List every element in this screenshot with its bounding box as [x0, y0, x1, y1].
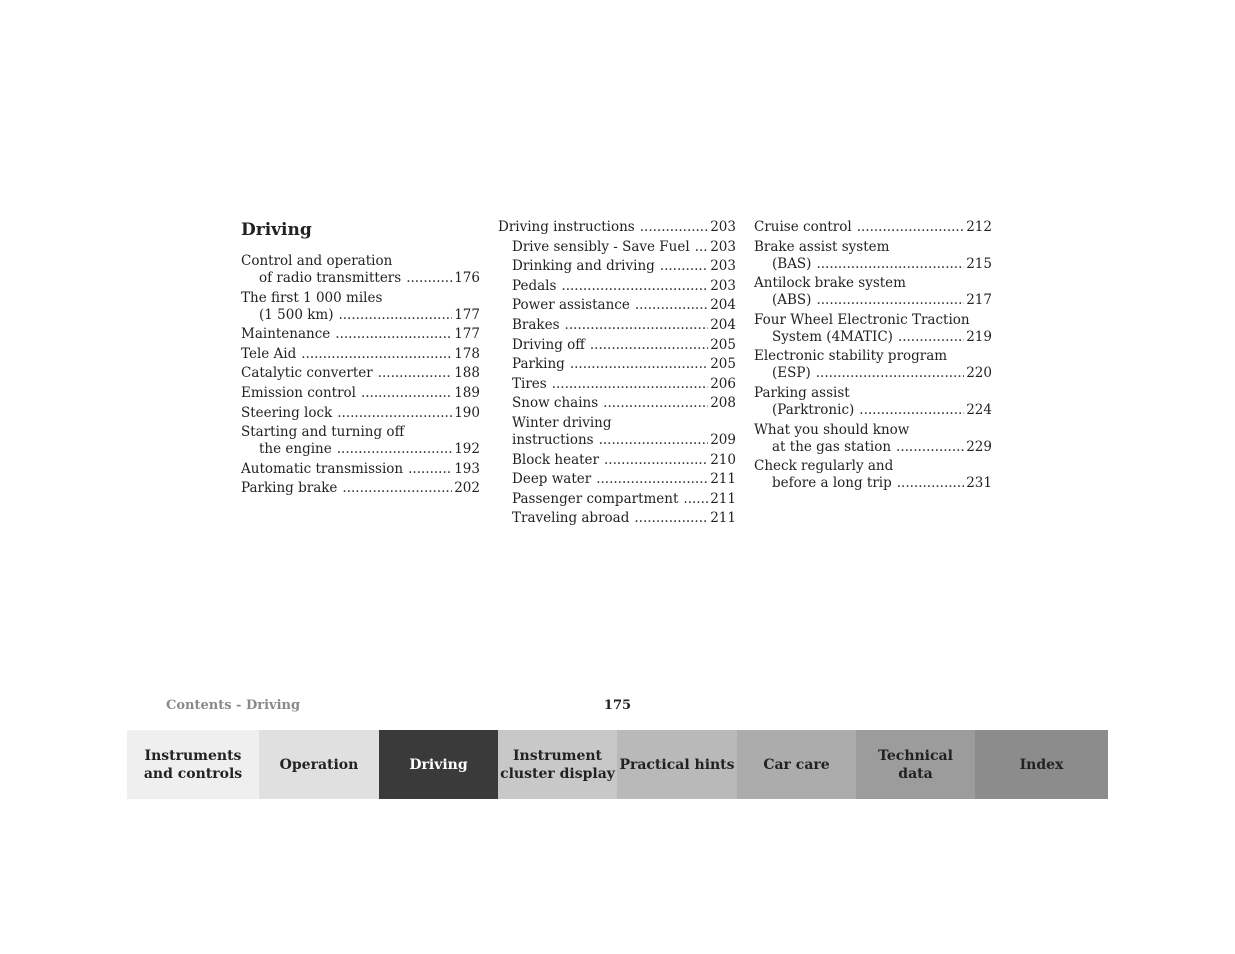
toc-entry-line — [754, 365, 992, 382]
toc-entry-title: Snow chains — [512, 395, 599, 412]
toc-entry[interactable] — [498, 452, 736, 469]
toc-entry-line — [512, 317, 736, 334]
toc-entry-line — [754, 256, 992, 273]
tab-technical-data[interactable] — [856, 730, 975, 799]
dot-leader — [816, 256, 964, 273]
toc-page-number: 203 — [710, 258, 736, 275]
toc-entry-line — [512, 471, 736, 488]
tab-index[interactable] — [975, 730, 1108, 799]
dot-leader — [816, 365, 964, 382]
dot-leader — [897, 475, 964, 492]
dot-leader — [408, 461, 452, 478]
toc-entry-title: Check regularly and — [754, 458, 894, 475]
toc-entry-title: (BAS) — [772, 255, 812, 272]
tab-instrument-cluster-display[interactable] — [498, 730, 617, 799]
toc-entry[interactable] — [498, 356, 736, 373]
toc-entry[interactable] — [241, 461, 480, 478]
toc-entry-title: (ABS) — [772, 292, 812, 309]
toc-entry-title: Power assistance — [512, 297, 630, 314]
dot-leader — [898, 329, 964, 346]
toc-entry-title: before a long trip — [772, 475, 892, 492]
toc-entry-line — [754, 329, 992, 346]
toc-entry-title: Electronic stability program — [754, 348, 948, 365]
toc-entry-line — [754, 439, 992, 456]
toc-entry-title: Tires — [512, 375, 547, 392]
dot-leader — [378, 365, 453, 382]
dot-leader — [695, 239, 709, 256]
toc-entry[interactable] — [754, 275, 992, 309]
toc-entry[interactable] — [241, 480, 480, 497]
toc-page-number: 204 — [710, 316, 736, 333]
toc-page-number: 206 — [710, 375, 736, 392]
toc-entry[interactable] — [498, 317, 736, 334]
toc-entry-line — [754, 422, 992, 439]
toc-entry-title: Pedals — [512, 277, 557, 294]
tab-operation[interactable] — [259, 730, 379, 799]
toc-page-number: 211 — [710, 471, 736, 488]
toc-entry-line — [512, 297, 736, 314]
tab-label: Practical hints — [619, 756, 735, 773]
toc-list-2 — [498, 219, 736, 527]
toc-entry-line — [754, 348, 992, 365]
dot-leader — [599, 432, 709, 449]
toc-entry-line — [512, 432, 736, 449]
toc-entry-line — [241, 385, 480, 402]
dot-leader — [338, 307, 452, 324]
toc-page-number: 224 — [966, 401, 992, 418]
tab-label: Driving — [409, 756, 468, 773]
toc-page-number: 202 — [454, 480, 480, 497]
toc-page-number: 204 — [710, 297, 736, 314]
toc-list-3 — [754, 219, 992, 492]
toc-entry[interactable] — [241, 253, 480, 287]
toc-entry-title: Deep water — [512, 471, 592, 488]
toc-page-number: 231 — [966, 475, 992, 492]
toc-entry-title: Traveling abroad — [512, 510, 630, 527]
toc-list-1 — [241, 253, 480, 497]
toc-entry-line — [512, 239, 736, 256]
toc-entry-title: Parking assist — [754, 384, 850, 401]
dot-leader — [552, 376, 709, 393]
toc-page-number: 220 — [966, 365, 992, 382]
toc-entry-line — [754, 239, 992, 256]
dot-leader — [896, 439, 964, 456]
toc-entry[interactable] — [241, 290, 480, 324]
dot-leader — [640, 219, 708, 236]
toc-page-number: 211 — [710, 490, 736, 507]
toc-entry[interactable] — [754, 422, 992, 456]
toc-entry-line — [241, 346, 480, 363]
toc-entry-line — [512, 376, 736, 393]
toc-page-number: 215 — [966, 255, 992, 272]
toc-entry-line — [512, 258, 736, 275]
dot-leader — [816, 292, 964, 309]
toc-entry[interactable] — [498, 376, 736, 393]
toc-entry-line — [241, 365, 480, 382]
toc-column-1 — [241, 219, 480, 500]
tab-practical-hints[interactable] — [617, 730, 737, 799]
toc-page-number: 177 — [454, 326, 480, 343]
toc-entry[interactable] — [754, 239, 992, 273]
toc-entry[interactable] — [498, 258, 736, 275]
toc-entry-line — [754, 219, 992, 236]
dot-leader — [859, 402, 964, 419]
toc-entry-title: Parking — [512, 356, 565, 373]
tab-label: Technical data — [878, 747, 953, 782]
page-number: 175 — [603, 698, 632, 713]
toc-entry-title: Parking brake — [241, 480, 338, 497]
toc-page-number: 217 — [966, 292, 992, 309]
toc-entry-line — [241, 270, 480, 287]
toc-entry-line — [512, 510, 736, 527]
toc-entry-line — [754, 458, 992, 475]
toc-entry-line — [754, 275, 992, 292]
dot-leader — [561, 278, 708, 295]
tab-label: Instrument cluster display — [500, 747, 615, 782]
toc-entry[interactable] — [241, 365, 480, 382]
toc-column-3 — [754, 219, 992, 495]
toc-entry[interactable] — [241, 326, 480, 343]
toc-entry-title: Driving off — [512, 336, 585, 353]
tab-car-care[interactable] — [737, 730, 856, 799]
toc-page-number: 210 — [710, 451, 736, 468]
toc-entry-line — [512, 337, 736, 354]
toc-entry[interactable] — [498, 337, 736, 354]
toc-entry-title: Four Wheel Electronic Traction — [754, 311, 970, 328]
toc-entry-title: Catalytic converter — [241, 365, 373, 382]
toc-entry[interactable] — [754, 312, 992, 346]
toc-page-number: 188 — [454, 365, 480, 382]
toc-page-number: 205 — [710, 356, 736, 373]
toc-entry-title: What you should know — [754, 421, 910, 438]
toc-entry[interactable] — [241, 405, 480, 422]
toc-entry[interactable] — [498, 471, 736, 488]
toc-entry[interactable] — [241, 346, 480, 363]
toc-entry[interactable] — [498, 297, 736, 314]
toc-entry-line — [512, 395, 736, 412]
toc-entry-line — [754, 385, 992, 402]
toc-page-number: 192 — [454, 441, 480, 458]
toc-entry[interactable] — [241, 385, 480, 402]
toc-entry-line — [512, 491, 736, 508]
toc-page-number: 212 — [966, 219, 992, 235]
dot-leader — [337, 405, 452, 422]
toc-entry-title: Emission control — [241, 384, 356, 401]
toc-entry-title: Starting and turning off — [241, 424, 405, 441]
toc-page-number: 203 — [710, 219, 736, 235]
toc-entry-title: Antilock brake system — [754, 275, 906, 292]
toc-entry[interactable] — [498, 395, 736, 412]
tab-driving[interactable] — [379, 730, 498, 799]
toc-entry-title: of radio transmitters — [259, 270, 402, 286]
section-title: Driving — [241, 220, 312, 240]
dot-leader — [603, 395, 708, 412]
toc-entry[interactable] — [498, 219, 736, 236]
toc-entry-title: The first 1 000 miles — [241, 289, 383, 306]
dot-leader — [342, 480, 452, 497]
chapter-tabs — [127, 730, 1108, 799]
dot-leader — [565, 317, 709, 334]
toc-entry-title: (1 500 km) — [259, 306, 334, 323]
toc-entry-line — [241, 253, 480, 270]
toc-entry-line — [512, 356, 736, 373]
toc-entry-line — [241, 461, 480, 478]
toc-entry[interactable] — [754, 219, 992, 236]
toc-entry-title: Brakes — [512, 316, 560, 333]
toc-page-number: 211 — [710, 510, 736, 527]
dot-leader — [604, 452, 708, 469]
toc-entry[interactable] — [754, 458, 992, 492]
dot-leader — [301, 346, 452, 363]
toc-entry-title: Automatic transmission — [241, 460, 404, 477]
toc-page-number: 205 — [710, 336, 736, 353]
toc-entry-title: Winter driving — [512, 414, 612, 431]
toc-page-number: 178 — [454, 345, 480, 362]
dot-leader — [683, 491, 708, 508]
tab-label: Instruments and controls — [143, 747, 243, 782]
tab-label: Index — [1019, 756, 1064, 773]
toc-page-number: 209 — [710, 431, 736, 448]
toc-entry[interactable] — [241, 424, 480, 458]
breadcrumb: Contents - Driving — [166, 698, 301, 713]
toc-entry-title: Cruise control — [754, 219, 852, 235]
toc-entry-title: Block heater — [512, 451, 599, 468]
toc-entry-line — [754, 292, 992, 309]
dot-leader — [857, 219, 965, 236]
toc-entry[interactable] — [498, 415, 736, 449]
toc-entry[interactable] — [498, 278, 736, 295]
toc-page-number: 208 — [710, 395, 736, 412]
toc-page-number: 177 — [454, 306, 480, 323]
toc-entry-line — [512, 278, 736, 295]
toc-entry-title: Brake assist system — [754, 238, 890, 255]
toc-entry-title: Maintenance — [241, 326, 331, 343]
toc-entry-title: Drinking and driving — [512, 258, 655, 275]
toc-entry-title: Steering lock — [241, 404, 333, 421]
toc-entry-line — [754, 402, 992, 419]
toc-page-number: 189 — [454, 384, 480, 401]
dot-leader — [660, 258, 708, 275]
toc-entry-title: Control and operation — [241, 253, 393, 269]
toc-entry[interactable] — [754, 385, 992, 419]
toc-entry-line — [241, 441, 480, 458]
toc-page-number: 203 — [710, 238, 736, 255]
toc-entry-line — [241, 290, 480, 307]
toc-entry[interactable] — [498, 510, 736, 527]
toc-page-number: 176 — [454, 270, 480, 286]
toc-page-number: 229 — [966, 438, 992, 455]
toc-entry-title: Passenger compartment — [512, 490, 679, 507]
tab-instruments-and-controls[interactable] — [127, 730, 259, 799]
tab-label: Car care — [763, 756, 830, 773]
dot-leader — [634, 510, 708, 527]
toc-entry[interactable] — [754, 348, 992, 382]
dot-leader — [361, 385, 452, 402]
toc-page-number: 203 — [710, 277, 736, 294]
toc-entry-line — [241, 307, 480, 324]
toc-entry-line — [512, 452, 736, 469]
toc-entry-line — [241, 405, 480, 422]
toc-page-number: 193 — [454, 460, 480, 477]
toc-entry-line — [754, 312, 992, 329]
toc-entry-title: Tele Aid — [241, 345, 297, 362]
toc-entry-title: (Parktronic) — [772, 401, 855, 418]
dot-leader — [570, 356, 708, 373]
dot-leader — [335, 326, 452, 343]
toc-page-number: 190 — [454, 404, 480, 421]
dot-leader — [596, 471, 708, 488]
toc-entry[interactable] — [498, 239, 736, 256]
toc-entry-line — [241, 424, 480, 441]
toc-entry-line — [241, 326, 480, 343]
dot-leader — [590, 337, 708, 354]
dot-leader — [635, 297, 708, 314]
toc-entry-title: (ESP) — [772, 365, 811, 382]
toc-entry[interactable] — [498, 491, 736, 508]
dot-leader — [337, 441, 452, 458]
toc-page-number: 219 — [966, 328, 992, 345]
toc-column-2 — [498, 219, 736, 530]
toc-entry-title: Drive sensibly - Save Fuel — [512, 238, 690, 255]
toc-entry-title: at the gas station — [772, 438, 892, 455]
tab-label: Operation — [279, 756, 359, 773]
toc-entry-title: Driving instructions — [498, 219, 635, 235]
toc-entry-line — [512, 415, 736, 432]
toc-entry-title: instructions — [512, 431, 594, 448]
dot-leader — [406, 270, 452, 287]
toc-entry-line — [241, 480, 480, 497]
toc-entry-title: the engine — [259, 441, 332, 458]
toc-entry-title: System (4MATIC) — [772, 328, 893, 345]
toc-entry-line — [754, 475, 992, 492]
toc-entry-line — [498, 219, 736, 236]
